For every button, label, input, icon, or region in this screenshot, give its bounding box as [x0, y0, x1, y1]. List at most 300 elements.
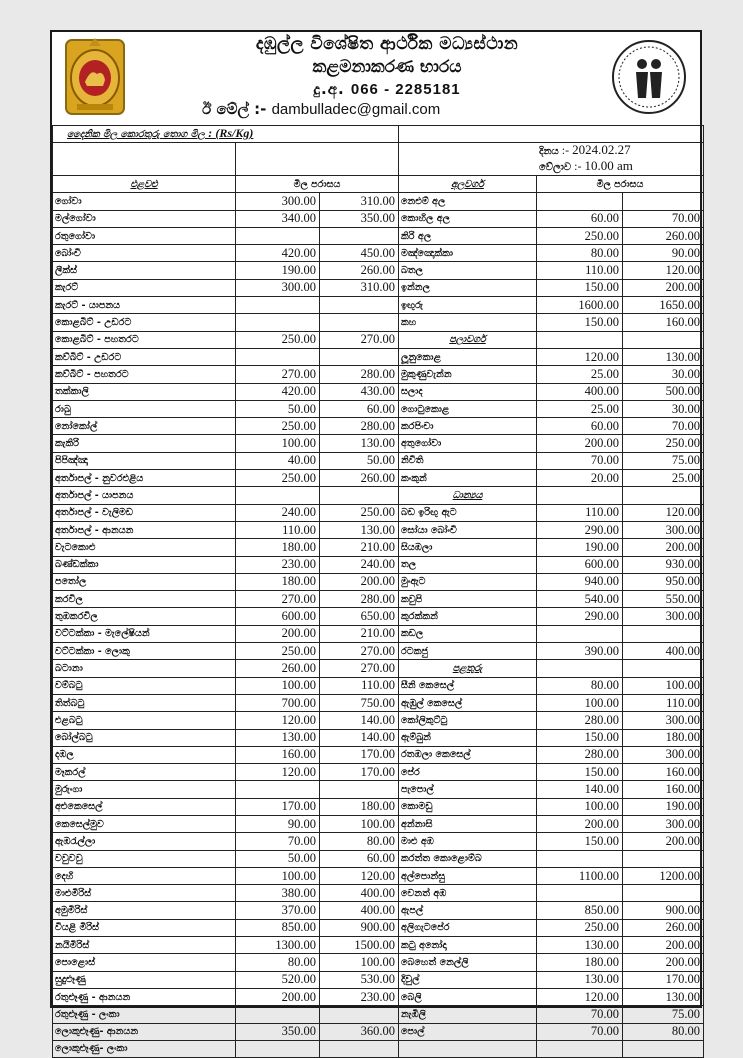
left-price-max: 310.00 [320, 193, 399, 210]
date-label: දිනය [539, 146, 559, 157]
right-price-min: 940.00 [537, 573, 623, 590]
table-row [53, 245, 704, 262]
left-price-max: 50.00 [320, 452, 399, 469]
left-item-name: බෝංචි [53, 245, 236, 262]
left-price-min: 270.00 [236, 591, 320, 608]
right-price-max: 200.00 [623, 937, 704, 954]
left-item-name: තුඹකරවිල [53, 608, 236, 625]
right-price-max: 200.00 [623, 833, 704, 850]
left-price-max [320, 297, 399, 314]
phone-label: දු.අ. [313, 80, 351, 98]
left-item-name: අමුමිරිස් [53, 902, 236, 919]
right-price-min: 110.00 [537, 262, 623, 279]
right-price-min: 80.00 [537, 677, 623, 694]
right-price-max: 300.00 [623, 521, 704, 538]
left-item-name: ලොකුළූණු- ලංකා [53, 1040, 236, 1057]
left-price-min [236, 1006, 320, 1023]
right-price-max: 1650.00 [623, 297, 704, 314]
right-price-max: 950.00 [623, 573, 704, 590]
right-price-max: 260.00 [623, 227, 704, 244]
right-price-min: 150.00 [537, 279, 623, 296]
right-item-name: තල [399, 556, 537, 573]
right-price-min: 140.00 [537, 781, 623, 798]
right-price-min: 1600.00 [537, 297, 623, 314]
left-price-max: 450.00 [320, 245, 399, 262]
left-item-name: බණ්ඩක්කා [53, 556, 236, 573]
right-price-min [537, 1040, 623, 1057]
left-item-name: ලීක්ස් [53, 262, 236, 279]
left-item-name: අර්තාපල් - ආනයන [53, 521, 236, 538]
left-item-name: තක්කාලි [53, 383, 236, 400]
left-item-name: දඹල [53, 746, 236, 763]
left-item-name: ඇඹරැල්ලා [53, 833, 236, 850]
right-price-max: 550.00 [623, 591, 704, 608]
table-row [53, 988, 704, 1005]
right-price-min: 250.00 [537, 227, 623, 244]
table-row [53, 227, 704, 244]
right-item-name: බඩ ඉරිඟු ඇට [399, 504, 537, 521]
left-price-max: 270.00 [320, 331, 399, 348]
left-price-min [236, 487, 320, 504]
table-row [53, 210, 704, 227]
email-line [202, 100, 440, 118]
right-item-name: නැඹිලි [399, 1006, 537, 1023]
left-item-name: වට්ටක්කා - මැලේෂියන් [53, 625, 236, 642]
date-value: 2024.02.27 [572, 142, 631, 157]
right-price-min [537, 331, 623, 348]
right-item-name: කිරි අල [399, 227, 537, 244]
right-price-min: 80.00 [537, 245, 623, 262]
right-item-name: සලාද [399, 383, 537, 400]
sri-lanka-emblem-icon [63, 36, 127, 119]
table-row [53, 400, 704, 417]
right-price-max: 190.00 [623, 798, 704, 815]
left-price-min: 50.00 [236, 400, 320, 417]
left-section-header: එළවළු [53, 176, 236, 193]
right-item-name: සියඹලා [399, 539, 537, 556]
left-price-min: 260.00 [236, 660, 320, 677]
left-price-min: 100.00 [236, 867, 320, 884]
column-header-row [53, 176, 704, 193]
left-price-min: 250.00 [236, 470, 320, 487]
title-line-1: දඹුල්ල විශේෂිත ආර්ථික මධ්‍යස්ථාන [255, 34, 519, 54]
right-price-max: 120.00 [623, 262, 704, 279]
left-price-min: 120.00 [236, 712, 320, 729]
right-price-max: 400.00 [623, 643, 704, 660]
right-item-name: කටු අනෝදා [399, 937, 537, 954]
left-price-max: 100.00 [320, 954, 399, 971]
table-row [53, 470, 704, 487]
left-price-max: 210.00 [320, 625, 399, 642]
left-item-name: කව්බීට් - පහතරට [53, 366, 236, 383]
left-item-name: දෙහි [53, 867, 236, 884]
subtitle-row [53, 126, 704, 143]
right-price-max: 930.00 [623, 556, 704, 573]
left-price-max: 240.00 [320, 556, 399, 573]
right-price-min: 70.00 [537, 1006, 623, 1023]
left-price-min: 100.00 [236, 677, 320, 694]
left-price-max: 200.00 [320, 573, 399, 590]
right-item-name: අතුගෝවා [399, 435, 537, 452]
left-price-min: 80.00 [236, 954, 320, 971]
right-item-name: කංකුන් [399, 470, 537, 487]
left-price-max: 140.00 [320, 729, 399, 746]
right-price-max [623, 660, 704, 677]
left-price-min: 420.00 [236, 383, 320, 400]
left-price-min: 340.00 [236, 210, 320, 227]
left-item-name: රතුළූණු - ආනයන [53, 988, 236, 1005]
left-item-name: බටානා [53, 660, 236, 677]
right-price-min: 180.00 [537, 954, 623, 971]
left-price-max: 250.00 [320, 504, 399, 521]
right-price-min: 150.00 [537, 764, 623, 781]
right-price-min [537, 660, 623, 677]
right-item-name: කවුපි [399, 591, 537, 608]
right-price-max: 250.00 [623, 435, 704, 452]
table-row [53, 712, 704, 729]
left-item-name: වැටකොළු [53, 539, 236, 556]
table-row [53, 1040, 704, 1057]
left-item-name: ගෝවා [53, 193, 236, 210]
table-row [53, 297, 704, 314]
right-price-max: 180.00 [623, 729, 704, 746]
left-price-max: 270.00 [320, 660, 399, 677]
right-price-min: 200.00 [537, 815, 623, 832]
right-item-name: සීනි කෙසෙල් [399, 677, 537, 694]
left-price-max: 750.00 [320, 694, 399, 711]
right-price-max [623, 885, 704, 902]
right-price-min: 280.00 [537, 746, 623, 763]
right-item-name: නිවිති [399, 452, 537, 469]
left-price-max: 260.00 [320, 470, 399, 487]
right-price-min: 250.00 [537, 919, 623, 936]
table-row [53, 625, 704, 642]
table-row [53, 262, 704, 279]
left-price-max: 280.00 [320, 418, 399, 435]
left-price-max [320, 1006, 399, 1023]
right-item-name: මඤ්ඤොක්කා [399, 245, 537, 262]
right-section-header: අලවර්ග [399, 176, 537, 193]
email-address: dambulladec@gmail.com [271, 101, 441, 118]
right-section-header: පලාවර්ග [399, 331, 537, 348]
table-row [53, 764, 704, 781]
right-price-max: 300.00 [623, 712, 704, 729]
left-price-min: 1300.00 [236, 937, 320, 954]
table-row [53, 867, 704, 884]
table-row [53, 1006, 704, 1023]
subtitle [53, 126, 399, 143]
left-price-min: 100.00 [236, 435, 320, 452]
time-label: වේලාව [539, 162, 572, 173]
left-price-max: 60.00 [320, 850, 399, 867]
right-price-max: 160.00 [623, 781, 704, 798]
left-price-max: 170.00 [320, 746, 399, 763]
right-price-max: 200.00 [623, 954, 704, 971]
right-item-name: දිවුල් [399, 971, 537, 988]
right-price-max: 300.00 [623, 815, 704, 832]
left-price-min: 180.00 [236, 539, 320, 556]
table-row [53, 591, 704, 608]
left-item-name: මුරුංගා [53, 781, 236, 798]
right-price-min: 70.00 [537, 1023, 623, 1040]
left-item-name: කව්බීට් - උඩරට [53, 348, 236, 365]
right-item-name: ඇඹුල් කෙසෙල් [399, 694, 537, 711]
table-row [53, 539, 704, 556]
date-line [539, 143, 701, 159]
right-item-name: පොල් [399, 1023, 537, 1040]
right-price-max: 300.00 [623, 746, 704, 763]
right-item-name: සෝයා බෝංචි [399, 521, 537, 538]
right-price-max: 75.00 [623, 1006, 704, 1023]
left-item-name: කොළබීට් - උඩරට [53, 314, 236, 331]
table-row [53, 815, 704, 832]
right-price-min [537, 625, 623, 642]
right-item-name: බෙහෙත් නෙල්ලි [399, 954, 537, 971]
right-price-min: 100.00 [537, 798, 623, 815]
left-price-min: 250.00 [236, 331, 320, 348]
left-price-max: 130.00 [320, 521, 399, 538]
right-item-name: බෙලි [399, 988, 537, 1005]
right-price-min: 120.00 [537, 988, 623, 1005]
right-price-max: 160.00 [623, 314, 704, 331]
right-price-min: 850.00 [537, 902, 623, 919]
left-price-min: 200.00 [236, 625, 320, 642]
right-section-header: ධාන්‍යය [399, 487, 537, 504]
left-price-max [320, 227, 399, 244]
left-price-max: 280.00 [320, 366, 399, 383]
table-row [53, 902, 704, 919]
left-price-min: 120.00 [236, 764, 320, 781]
left-price-min: 130.00 [236, 729, 320, 746]
right-price-min: 400.00 [537, 383, 623, 400]
table-row [53, 746, 704, 763]
right-item-name: ඇම්බුන් [399, 729, 537, 746]
left-price-min: 180.00 [236, 573, 320, 590]
right-price-header: මිල පරාසය [537, 176, 704, 193]
right-price-min: 290.00 [537, 608, 623, 625]
left-price-max: 430.00 [320, 383, 399, 400]
right-item-name: කඩල [399, 625, 537, 642]
right-item-name: මුංඇට [399, 573, 537, 590]
table-row [53, 885, 704, 902]
left-price-min: 40.00 [236, 452, 320, 469]
time-line [539, 159, 701, 175]
time-sep: :- [571, 159, 585, 173]
right-price-max [623, 850, 704, 867]
table-row [53, 279, 704, 296]
right-price-max: 80.00 [623, 1023, 704, 1040]
left-price-max: 140.00 [320, 712, 399, 729]
left-price-max: 310.00 [320, 279, 399, 296]
right-price-min [537, 885, 623, 902]
left-price-max: 900.00 [320, 919, 399, 936]
left-price-max: 270.00 [320, 643, 399, 660]
table-row [53, 331, 704, 348]
right-price-max: 30.00 [623, 400, 704, 417]
right-price-max: 200.00 [623, 279, 704, 296]
table-row [53, 452, 704, 469]
left-price-min [236, 348, 320, 365]
left-price-min [236, 1040, 320, 1057]
subtitle-unit: (Rs/Kg) [215, 126, 254, 140]
right-price-max: 100.00 [623, 677, 704, 694]
left-price-max: 80.00 [320, 833, 399, 850]
left-item-name: ලොකුළූණු- ආනයන [53, 1023, 236, 1040]
right-price-max: 160.00 [623, 764, 704, 781]
right-item-name: කෝලිකුට්ටු [399, 712, 537, 729]
left-price-min: 370.00 [236, 902, 320, 919]
table-row [53, 314, 704, 331]
left-item-name: අර්තාපල් - නුවරඑළිය [53, 470, 236, 487]
left-price-min: 300.00 [236, 193, 320, 210]
left-item-name: කැරට් - යාපනය [53, 297, 236, 314]
right-item-name: කුරක්කන් [399, 608, 537, 625]
right-price-max: 130.00 [623, 988, 704, 1005]
price-sheet [50, 30, 702, 1055]
right-item-name: අලිගැටපේර [399, 919, 537, 936]
left-item-name: නයිමිරිස් [53, 937, 236, 954]
left-item-name: කරවිල [53, 591, 236, 608]
left-price-min: 600.00 [236, 608, 320, 625]
right-price-max: 70.00 [623, 210, 704, 227]
right-price-min: 130.00 [537, 937, 623, 954]
right-price-min [537, 193, 623, 210]
right-item-name: අන්නාසි [399, 815, 537, 832]
right-item-name: රතඹලා කෙසෙල් [399, 746, 537, 763]
title-line-2: කළමනාකරණ භාරය [312, 57, 462, 77]
email-label: ඊ මේල් :- [202, 100, 272, 118]
left-price-max: 280.00 [320, 591, 399, 608]
right-price-max [623, 331, 704, 348]
left-price-min: 190.00 [236, 262, 320, 279]
table-row [53, 573, 704, 590]
left-price-min: 160.00 [236, 746, 320, 763]
right-price-max: 110.00 [623, 694, 704, 711]
left-price-max: 210.00 [320, 539, 399, 556]
left-price-min: 70.00 [236, 833, 320, 850]
right-price-max: 300.00 [623, 608, 704, 625]
right-price-min: 190.00 [537, 539, 623, 556]
table-row [53, 954, 704, 971]
left-price-min: 300.00 [236, 279, 320, 296]
right-item-name: කරත්ත කොළොම්බ [399, 850, 537, 867]
left-price-min: 380.00 [236, 885, 320, 902]
left-price-min: 420.00 [236, 245, 320, 262]
organization-logo-icon [609, 38, 689, 116]
left-item-name: කැකිරි [53, 435, 236, 452]
left-item-name: වවුවවු [53, 850, 236, 867]
right-price-max: 30.00 [623, 366, 704, 383]
table-row [53, 504, 704, 521]
left-item-name: සුදුළූණු [53, 971, 236, 988]
right-price-min: 130.00 [537, 971, 623, 988]
table-row [53, 366, 704, 383]
left-item-name: වම්බටු [53, 677, 236, 694]
table-row [53, 971, 704, 988]
left-item-name: රතුගෝවා [53, 227, 236, 244]
right-price-max [623, 487, 704, 504]
right-price-min: 290.00 [537, 521, 623, 538]
table-row [53, 833, 704, 850]
right-price-min: 390.00 [537, 643, 623, 660]
right-item-name: මුකුණුවැන්න [399, 366, 537, 383]
right-item-name: කහ [399, 314, 537, 331]
left-item-name: මාළුමිරිස් [53, 885, 236, 902]
left-price-min [236, 781, 320, 798]
left-price-max: 650.00 [320, 608, 399, 625]
left-item-name: එළබටු [53, 712, 236, 729]
left-price-max: 230.00 [320, 988, 399, 1005]
subtitle-text: දෛනික මිල කොරතුරු තොග මිල : [67, 129, 216, 140]
left-item-name: අර්තාපල් - වැලිමඩ [53, 504, 236, 521]
table-row [53, 193, 704, 210]
phone-number: 066 - 2285181 [350, 81, 461, 98]
left-price-min [236, 297, 320, 314]
left-price-max: 100.00 [320, 815, 399, 832]
right-price-min: 60.00 [537, 418, 623, 435]
left-price-min: 90.00 [236, 815, 320, 832]
right-price-min: 20.00 [537, 470, 623, 487]
left-price-max: 530.00 [320, 971, 399, 988]
right-price-min: 200.00 [537, 435, 623, 452]
right-item-name: ලූනුකොළ [399, 348, 537, 365]
time-value: 10.00 am [584, 158, 633, 173]
right-price-min: 110.00 [537, 504, 623, 521]
right-item-name: කොමඩු [399, 798, 537, 815]
right-item-name: මාළු අඹ [399, 833, 537, 850]
left-item-name: පොළොස් [53, 954, 236, 971]
right-price-max: 90.00 [623, 245, 704, 262]
left-item-name: අළුකෙසෙල් [53, 798, 236, 815]
right-price-min: 60.00 [537, 210, 623, 227]
table-row [53, 729, 704, 746]
left-price-min: 350.00 [236, 1023, 320, 1040]
right-price-max: 200.00 [623, 539, 704, 556]
right-item-name: බතල [399, 262, 537, 279]
left-price-min: 200.00 [236, 988, 320, 1005]
right-item-name: කොහිල අල [399, 210, 537, 227]
right-price-max: 25.00 [623, 470, 704, 487]
left-item-name: මෑකරල් [53, 764, 236, 781]
right-price-min: 25.00 [537, 366, 623, 383]
left-price-min: 250.00 [236, 643, 320, 660]
left-price-min: 230.00 [236, 556, 320, 573]
right-price-min: 540.00 [537, 591, 623, 608]
left-price-min: 240.00 [236, 504, 320, 521]
left-item-name: කොළබීට් - පහතරට [53, 331, 236, 348]
table-row [53, 348, 704, 365]
left-item-name: කෙසෙල්මුව [53, 815, 236, 832]
right-price-min: 600.00 [537, 556, 623, 573]
right-price-max: 70.00 [623, 418, 704, 435]
left-price-max [320, 487, 399, 504]
table-row [53, 608, 704, 625]
table-row [53, 937, 704, 954]
left-price-min: 270.00 [236, 366, 320, 383]
left-price-max: 170.00 [320, 764, 399, 781]
left-price-max: 360.00 [320, 1023, 399, 1040]
left-price-max: 260.00 [320, 262, 399, 279]
table-row [53, 487, 704, 504]
left-price-max [320, 781, 399, 798]
table-row [53, 418, 704, 435]
right-item-name: ඉඟුරු [399, 297, 537, 314]
right-price-min: 150.00 [537, 729, 623, 746]
table-row [53, 850, 704, 867]
date-row [53, 143, 704, 176]
right-section-header: පළතුරු [399, 660, 537, 677]
left-price-min: 850.00 [236, 919, 320, 936]
